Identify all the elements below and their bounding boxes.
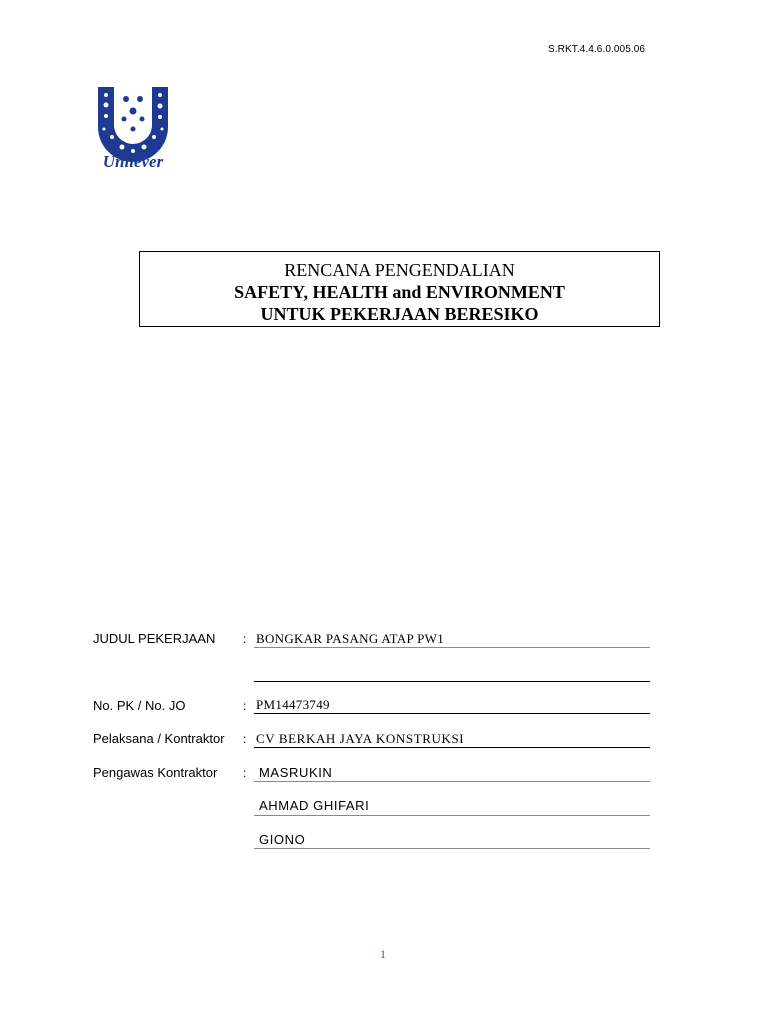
judul-colon: :: [243, 632, 247, 646]
pelaksana-underline: [254, 747, 650, 748]
pengawas-value-1: MASRUKIN: [259, 765, 333, 780]
page-number: 1: [380, 947, 386, 961]
pengawas-underline-2: [254, 815, 650, 816]
unilever-logo: [94, 85, 172, 171]
pengawas-value-3: GIONO: [259, 832, 306, 847]
document-code: S.RKT.4.4.6.0.005.06: [548, 44, 646, 55]
pk-value: PM14473749: [256, 697, 330, 712]
pk-label: No. PK / No. JO: [93, 698, 186, 713]
pk-colon: :: [243, 699, 247, 713]
title-box: [139, 251, 660, 327]
pelaksana-colon: :: [243, 732, 247, 746]
pk-underline: [254, 713, 650, 714]
pengawas-colon: :: [243, 766, 247, 780]
title-line-2: SAFETY, HEALTH and ENVIRONMENT: [234, 282, 565, 302]
pengawas-value-2: AHMAD GHIFARI: [259, 798, 370, 813]
pelaksana-label: Pelaksana / Kontraktor: [93, 731, 225, 746]
pelaksana-value: CV BERKAH JAYA KONSTRUKSI: [256, 731, 465, 746]
pengawas-underline-1: [254, 781, 650, 782]
pengawas-label: Pengawas Kontraktor: [93, 765, 218, 780]
title-line-1: RENCANA PENGENDALIAN: [284, 260, 515, 280]
pengawas-underline-3: [254, 848, 650, 849]
judul-value: BONGKAR PASANG ATAP PW1: [256, 631, 445, 646]
judul-second-line: [254, 681, 650, 682]
svg-text:Unilever: Unilever: [102, 152, 164, 171]
title-line-3: UNTUK PEKERJAAN BERESIKO: [260, 304, 539, 324]
judul-label: JUDUL PEKERJAAN: [93, 631, 216, 646]
judul-underline: [254, 647, 650, 648]
